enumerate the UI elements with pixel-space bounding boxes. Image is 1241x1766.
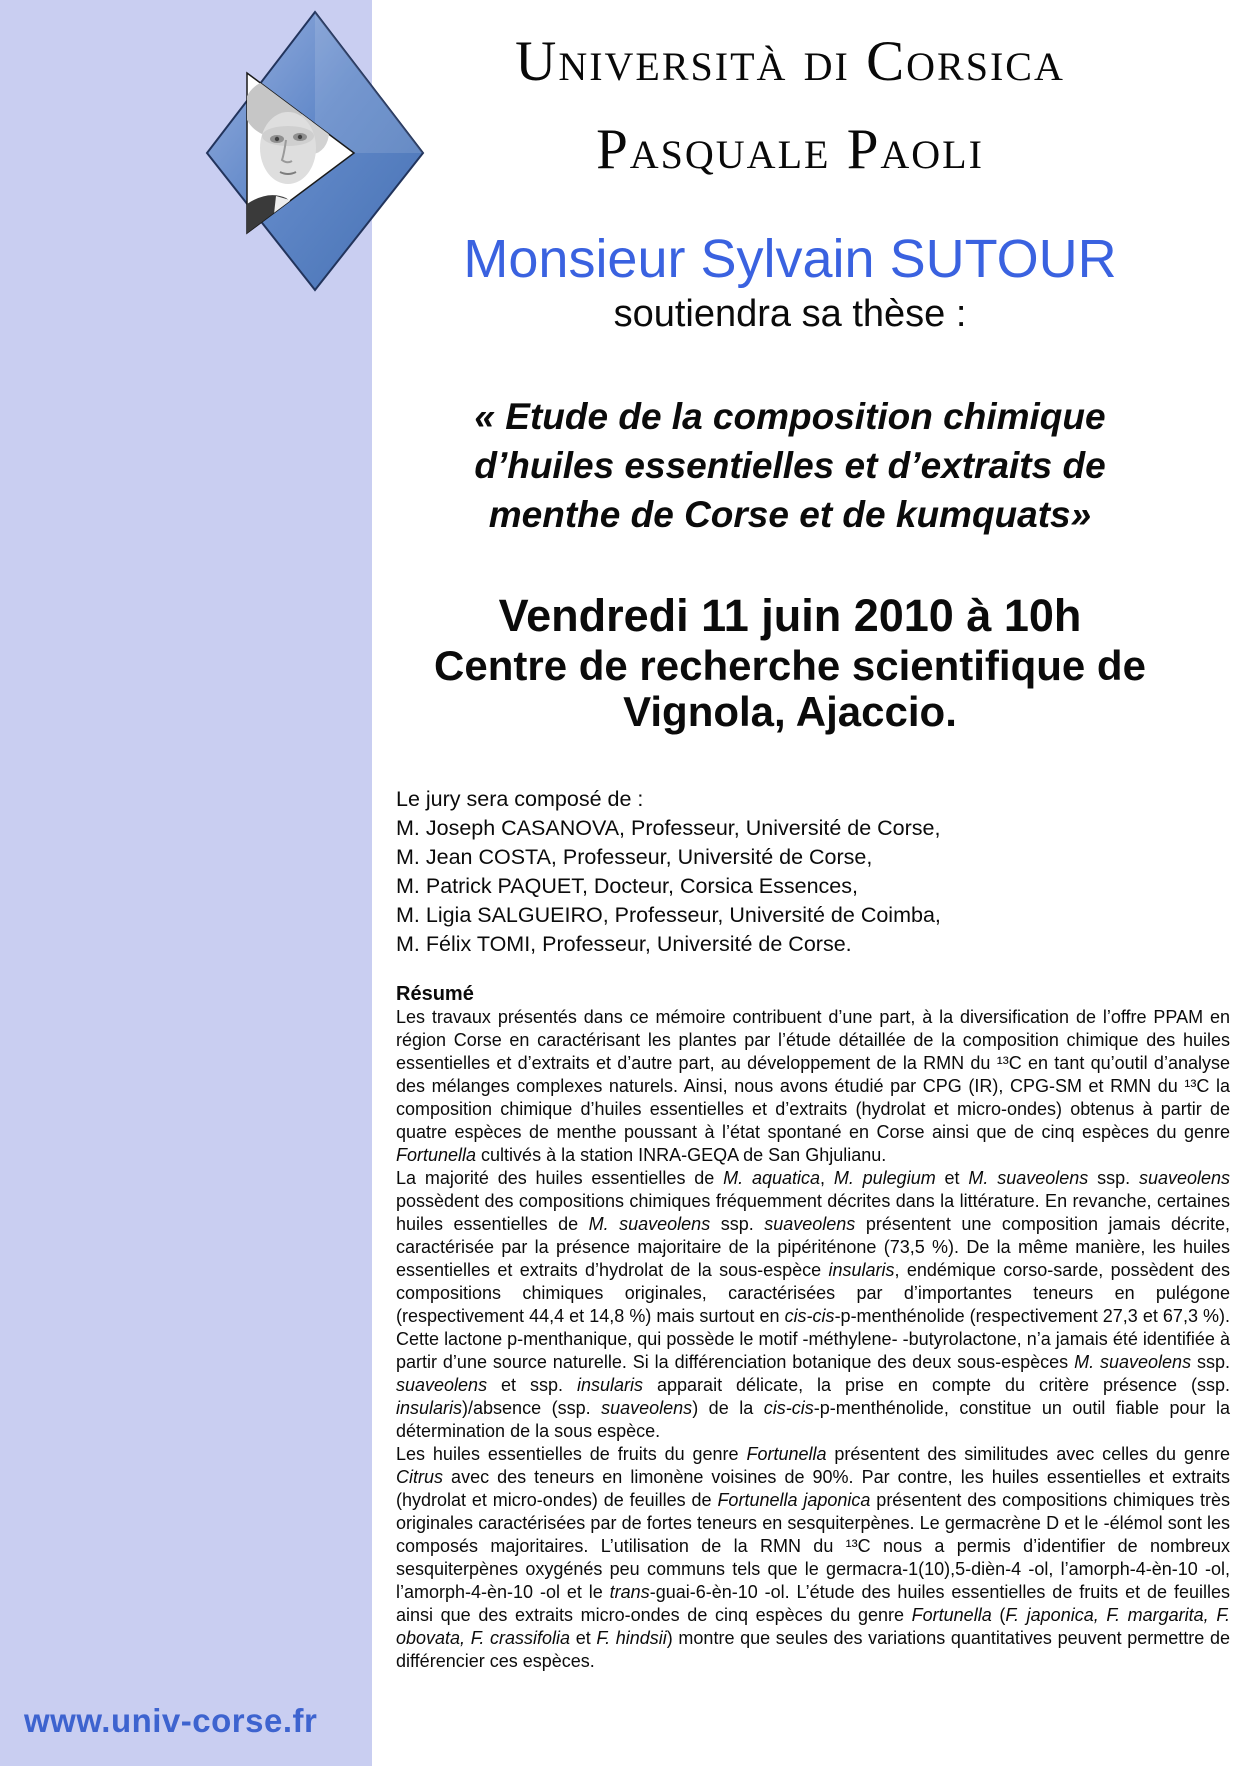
thesis-title-line: « Etude de la composition chimique <box>474 396 1106 437</box>
defense-location-line: Centre de recherche scientifique de <box>434 642 1146 689</box>
jury-section <box>396 785 1230 959</box>
jury-intro: Le jury sera composé de : <box>396 787 644 811</box>
defense-location <box>350 643 1230 735</box>
university-name-line1: Università di Corsica <box>515 30 1065 93</box>
jury-member: M. Joseph CASANOVA, Professeur, Université de Corse, <box>396 816 941 840</box>
jury-member: M. Jean COSTA, Professeur, Université de Corse, <box>396 845 873 869</box>
jury-member: M. Ligia SALGUEIRO, Professeur, Université de Coimba, <box>396 903 941 927</box>
university-name-line2: Pasquale Paoli <box>596 118 984 181</box>
website-link[interactable]: www.univ-corse.fr <box>24 1702 318 1739</box>
abstract-heading: Résumé <box>396 983 474 1005</box>
abstract-paragraph: Les travaux présentés dans ce mémoire contribuent d’une part, à la diversification de l’offre PPAM en région Corse en caractérisant les plantes par l’étude détaillée de la composition chimique des huiles essentielles et d’extraits et d’autre part, au développement de la RMN du ¹³C en tant qu’outil d’analyse des mélanges complexes naturels. Ainsi, nous avons étudié par CPG (IR), CPG-SM et RMN du ¹³C la composition chimique d’huiles essentielles et d’extraits (hydrolat et micro-ondes) obtenus à partir de quatre espèces de menthe poussant à l’état spontané en Corse ainsi que de cinq espèces du genre Fortunella cultivés à la station INRA-GEQA de San Ghjulianu. <box>396 1007 1230 1165</box>
defense-location-line: Vignola, Ajaccio. <box>623 688 957 735</box>
defense-date: Vendredi 11 juin 2010 à 10h <box>498 590 1082 641</box>
abstract-paragraph: Les huiles essentielles de fruits du genre Fortunella présentent des similitudes avec celles du genre Citrus avec des teneurs en limonène voisines de 90%. Par contre, les huiles essentielles et extraits (hydrolat et micro-ondes) de feuilles de Fortunella japonica présentent des compositions chimiques très originales caractérisées par de fortes teneurs en sesquiterpènes. Le germacrène D et le -élémol sont les composés majoritaires. L’utilisation de la RMN du ¹³C nous a permis d’identifier de nombreux sesquiterpènes oxygénés peu communs tels que le germacra-1(10),5-dièn-4 -ol, l’amorph-4-èn-10 -ol, l’amorph-4-èn-10 -ol et le trans-guai-6-èn-10 -ol. L’étude des huiles essentielles de fruits et de feuilles ainsi que des extraits micro-ondes de cinq espèces du genre Fortunella (F. japonica, F. margarita, F. obovata, F. crassifolia et F. hindsii) montre que seules des variations quantitatives peuvent permettre de différencier ces espèces. <box>396 1444 1231 1671</box>
thesis-title-line: d’huiles essentielles et d’extraits de <box>474 445 1106 486</box>
abstract-section <box>396 983 1230 1673</box>
candidate-name: Monsieur Sylvain SUTOUR <box>463 229 1117 289</box>
thesis-title <box>350 392 1230 539</box>
defense-subtitle: soutiendra sa thèse : <box>613 293 967 335</box>
jury-member: M. Félix TOMI, Professeur, Université de Corse. <box>396 932 852 956</box>
abstract-paragraph: La majorité des huiles essentielles de M. aquatica, M. pulegium et M. suaveolens ssp. suaveolens possèdent des compositions chimiques fréquemment décrites dans la littérature. En revanche, certaines huiles essentielles de M. suaveolens ssp. suaveolens présentent une composition jamais décrite, caractérisée par la présence majoritaire de la pipériténone (73,5 %). De la même manière, les huiles essentielles et extraits d’hydrolat de la sous-espèce insularis, endémique corso-sarde, possèdent des compositions chimiques originales, caractérisées par d’importantes teneurs en pulégone (respectivement 44,4 et 14,8 %) mais surtout en cis-cis-p-menthénolide (respectivement 27,3 et 67,3 %). Cette lactone p-menthanique, qui possède le motif -méthylene- -butyrolactone, n’a jamais été identifiée à partir d’une source naturelle. Si la différenciation botanique des deux sous-espèces M. suaveolens ssp. suaveolens et ssp. insularis apparait délicate, la prise en compte du critère présence (ssp. insularis)/absence (ssp. suaveolens) de la cis-cis-p-menthénolide, constitue un outil fiable pour la détermination de la sous espèce. <box>396 1168 1231 1441</box>
main-content <box>350 0 1230 1673</box>
thesis-title-line: menthe de Corse et de kumquats» <box>488 494 1092 535</box>
jury-member: M. Patrick PAQUET, Docteur, Corsica Essences, <box>396 874 858 898</box>
